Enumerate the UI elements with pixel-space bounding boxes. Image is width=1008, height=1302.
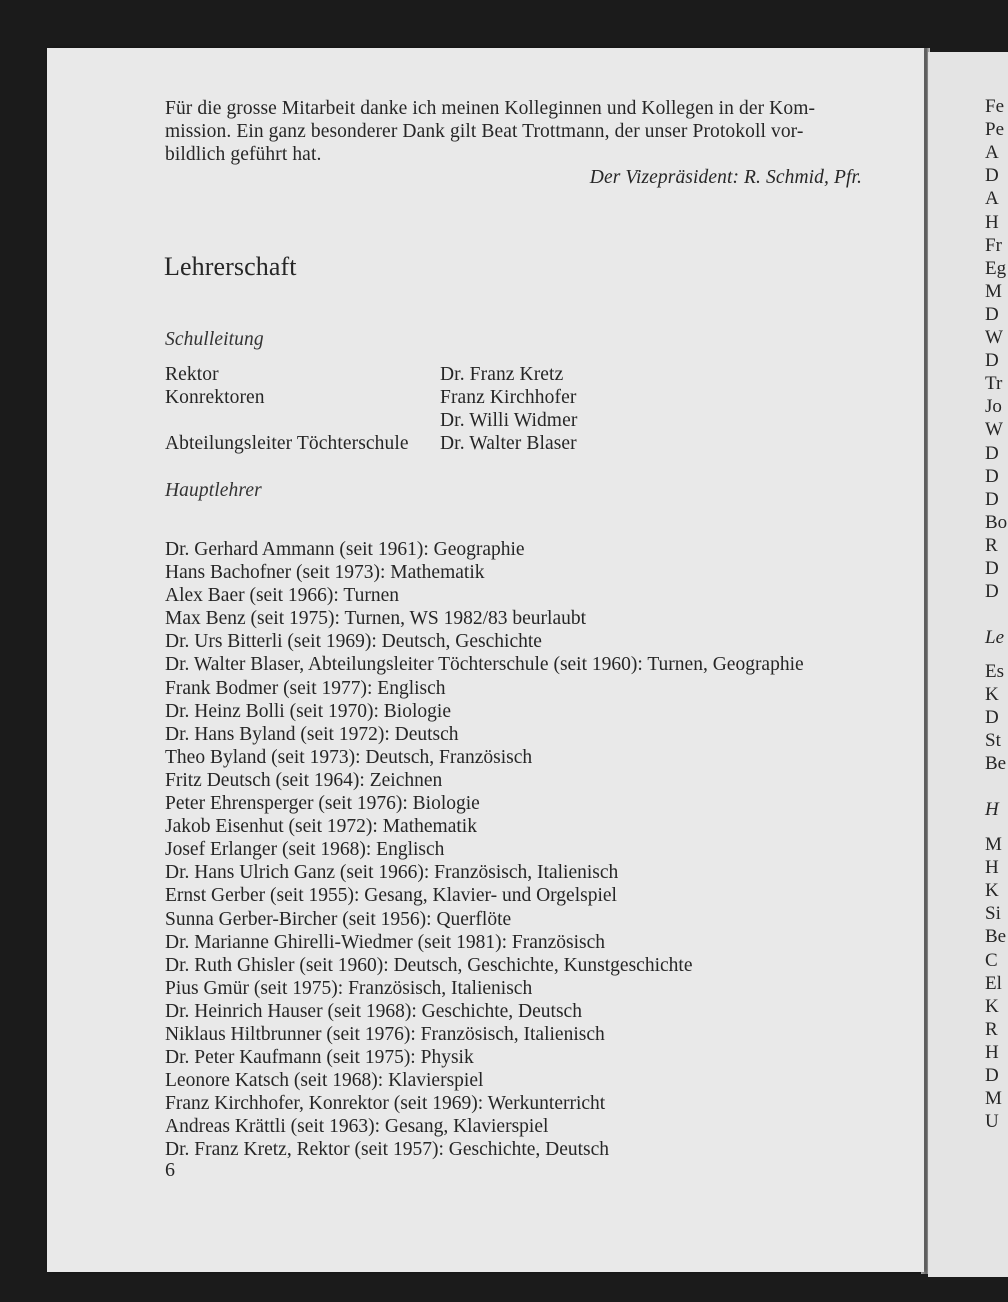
teacher-entry: Theo Byland (seit 1973): Deutsch, Französisch [165, 746, 533, 768]
teacher-entry: Leonore Katsch (seit 1968): Klavierspiel [165, 1070, 484, 1092]
teacher-entry: Hans Bachofner (seit 1973): Mathematik [165, 562, 485, 584]
facing-page-fragment: Be [985, 926, 1007, 948]
teacher-entry: Frank Bodmer (seit 1977): Englisch [165, 677, 446, 699]
facing-page-fragment: M [985, 280, 1002, 302]
facing-page-fragment: D [985, 165, 999, 187]
role-label: Abteilungsleiter Töchterschule [165, 433, 409, 454]
teacher-entry: Dr. Hans Byland (seit 1972): Deutsch [165, 723, 459, 745]
teacher-entry: Dr. Ruth Ghisler (seit 1960): Deutsch, Geschichte, Kunstgeschichte [165, 954, 693, 976]
teacher-entry: Dr. Walter Blaser, Abteilungsleiter Töchterschule (seit 1960): Turnen, Geographie [165, 654, 804, 676]
teacher-entry: Peter Ehrensperger (seit 1976): Biologie [165, 793, 480, 815]
teacher-entry: Max Benz (seit 1975): Turnen, WS 1982/83 beurlaubt [165, 608, 587, 630]
facing-page-fragment: St [985, 730, 1001, 752]
teacher-entry: Dr. Marianne Ghirelli-Wiedmer (seit 1981): Französisch [165, 931, 606, 953]
facing-page-fragment: R [985, 1018, 998, 1040]
facing-page-fragment: K [985, 684, 999, 706]
teacher-entry: Pius Gmür (seit 1975): Französisch, Italienisch [165, 977, 533, 999]
facing-page-fragment: Fr [985, 234, 1002, 256]
facing-page-fragment: Fe [985, 96, 1004, 117]
facing-page-fragment: D [985, 558, 999, 579]
facing-page-fragment: H [985, 1041, 999, 1063]
teacher-entry: Fritz Deutsch (seit 1964): Zeichnen [165, 769, 443, 791]
role-label: Konrektoren [165, 387, 265, 408]
teacher-entry: Dr. Gerhard Ammann (seit 1961): Geographie [165, 539, 525, 560]
teacher-entry: Franz Kirchhofer, Konrektor (seit 1969): Werkunterricht [165, 1093, 606, 1115]
teacher-entry: Dr. Peter Kaufmann (seit 1975): Physik [165, 1047, 474, 1069]
signature: Der Vizepräsident: R. Schmid, Pfr. [589, 167, 862, 188]
facing-page-fragment: Bo [985, 511, 1008, 533]
facing-page-fragment: C [985, 949, 998, 971]
facing-page-fragment: D [985, 442, 999, 464]
facing-page-fragment: W [985, 327, 1003, 348]
facing-page-fragment: M [985, 834, 1002, 855]
facing-page-fragment: M [985, 1088, 1002, 1110]
facing-page-fragment: D [985, 350, 999, 372]
teacher-entry: Dr. Heinrich Hauser (seit 1968): Geschichte, Deutsch [165, 1000, 582, 1022]
facing-page-fragment: Pe [985, 119, 1004, 141]
role-name: Dr. Franz Kretz [440, 364, 564, 385]
intro-line-3: bildlich geführt hat. [165, 144, 322, 165]
facing-page-fragment: K [985, 880, 999, 902]
facing-page-fragment: R [985, 534, 998, 556]
facing-page-fragment: D [985, 303, 999, 325]
intro-line-1: Für die grosse Mitarbeit danke ich meinen Kolleginnen und Kollegen in der Kom- [165, 98, 816, 119]
facing-page-fragment: Be [985, 753, 1007, 775]
role-name: Dr. Walter Blaser [440, 433, 577, 454]
teacher-entry: Niklaus Hiltbrunner (seit 1976): Französisch, Italienisch [165, 1023, 605, 1045]
teacher-entry: Dr. Franz Kretz, Rektor (seit 1957): Geschichte, Deutsch [165, 1139, 610, 1161]
facing-page-fragment: El [985, 972, 1002, 994]
facing-page-fragment: D [985, 707, 999, 729]
teacher-entry: Dr. Urs Bitterli (seit 1969): Deutsch, Geschichte [165, 631, 542, 653]
teacher-list [165, 538, 804, 1162]
facing-page-fragment: Si [985, 903, 1001, 925]
facing-page-fragment: H [985, 211, 999, 233]
teacher-entry: Sunna Gerber-Bircher (seit 1956): Querflöte [165, 908, 512, 930]
intro-line-2: mission. Ein ganz besonderer Dank gilt Beat Trottmann, der unser Protokoll vor- [165, 121, 804, 142]
facing-page-fragment: A [985, 142, 999, 164]
facing-page-fragment: H [985, 857, 999, 879]
facing-page-fragment: Le [985, 627, 1004, 648]
section-heading-schulleitung: Schulleitung [165, 329, 264, 350]
facing-page-fragment: Tr [985, 373, 1003, 395]
section-heading-hauptlehrer: Hauptlehrer [165, 480, 262, 501]
teacher-entry: Andreas Krättli (seit 1963): Gesang, Klavierspiel [165, 1116, 549, 1138]
page-title: Lehrerschaft [164, 252, 297, 281]
facing-page-fragment: Eg [985, 257, 1007, 279]
facing-page-fragment: D [985, 1065, 999, 1086]
facing-page-fragment: U [985, 1111, 999, 1133]
page-number: 6 [165, 1159, 176, 1181]
facing-page-fragment: W [985, 419, 1003, 441]
teacher-entry: Alex Baer (seit 1966): Turnen [165, 585, 399, 607]
role-name: Dr. Willi Widmer [440, 410, 578, 431]
facing-page-fragment: A [985, 188, 999, 210]
role-name: Franz Kirchhofer [440, 387, 577, 408]
teacher-entry: Dr. Hans Ulrich Ganz (seit 1966): Französisch, Italienisch [165, 862, 619, 884]
teacher-entry: Ernst Gerber (seit 1955): Gesang, Klavier- und Orgelspiel [165, 885, 617, 907]
facing-page-fragment: Es [985, 661, 1004, 682]
facing-page-fragment: D [985, 488, 999, 510]
teacher-entry: Josef Erlanger (seit 1968): Englisch [165, 839, 445, 861]
facing-page-fragment: H [985, 799, 999, 820]
facing-page-fragment: D [985, 465, 999, 487]
role-label: Rektor [165, 364, 219, 385]
teacher-entry: Jakob Eisenhut (seit 1972): Mathematik [165, 816, 477, 838]
facing-page-fragment: Jo [985, 396, 1002, 418]
teacher-entry: Dr. Heinz Bolli (seit 1970): Biologie [165, 700, 451, 722]
facing-page-fragment: K [985, 995, 999, 1017]
facing-page-fragment: D [985, 581, 999, 603]
